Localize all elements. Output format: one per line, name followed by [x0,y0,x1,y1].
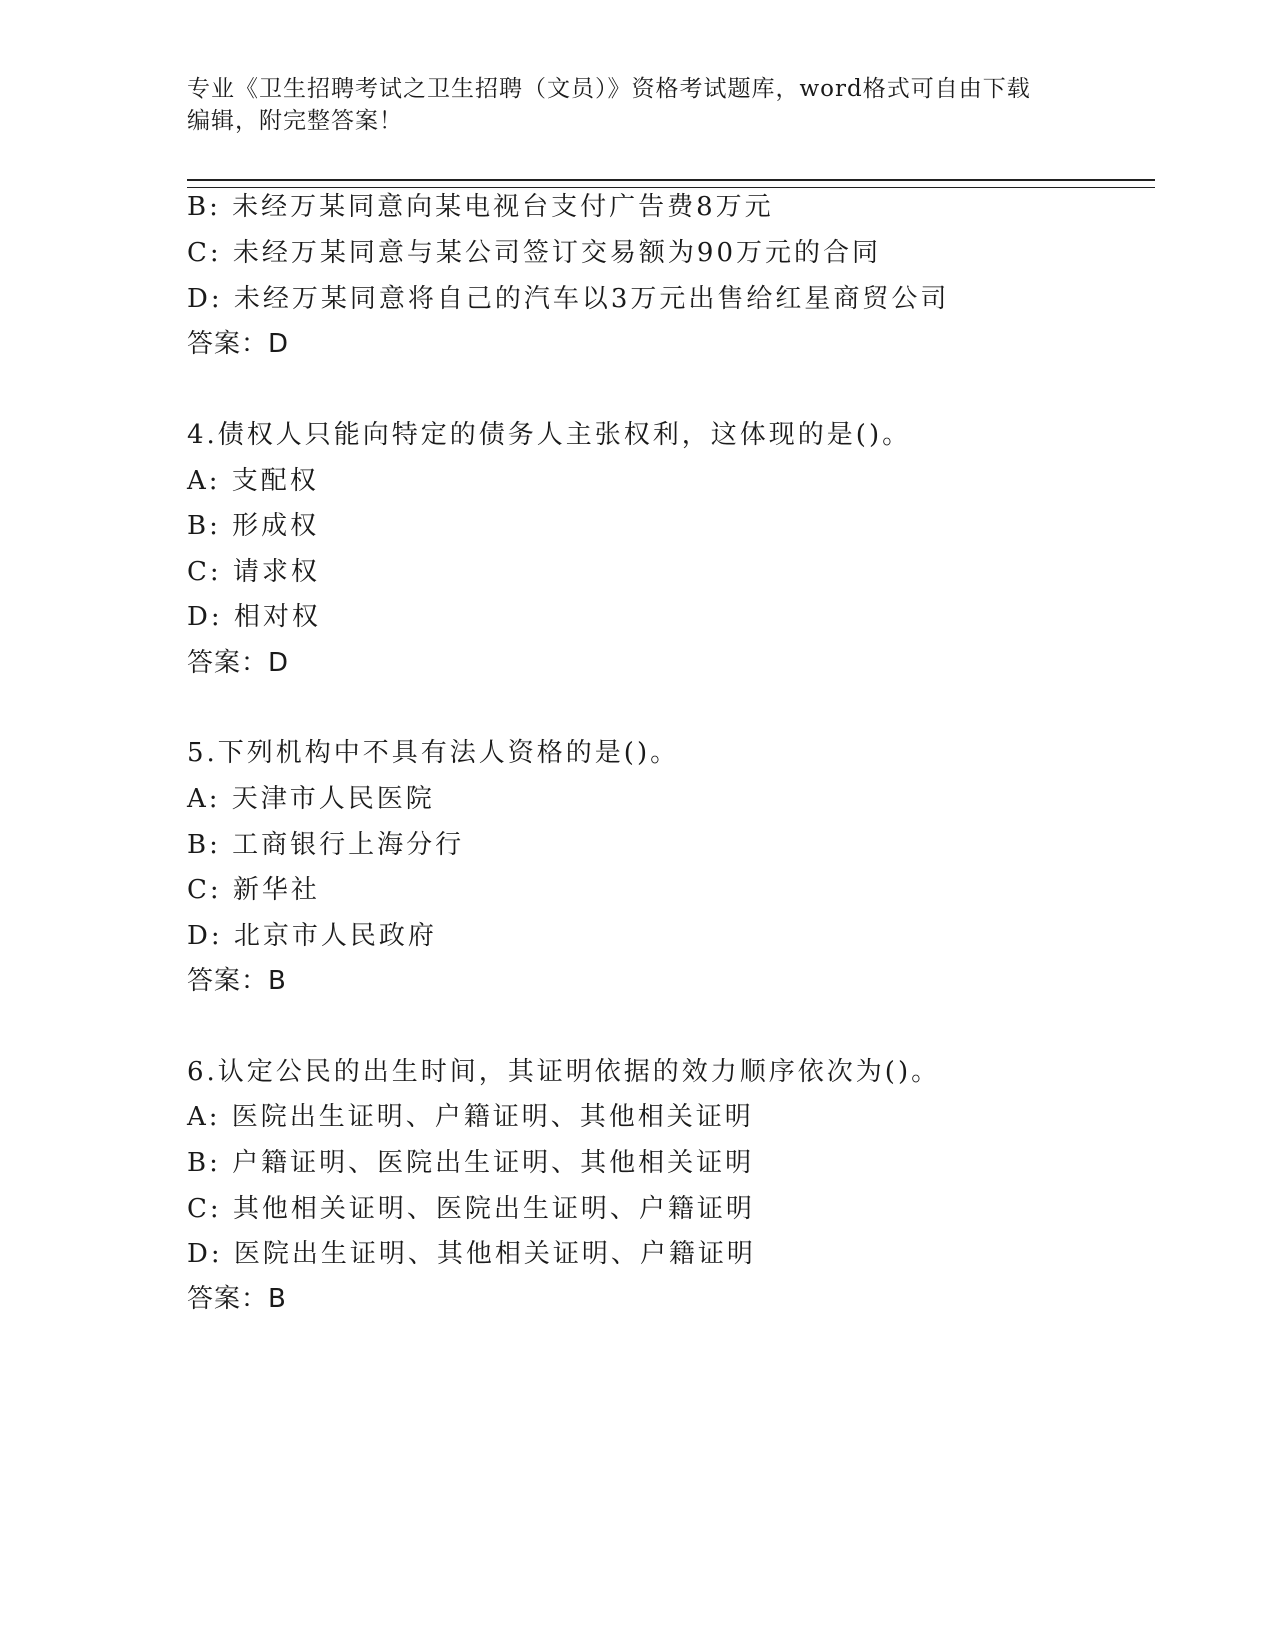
q5-answer: 答案：B [187,966,287,996]
q4-answer: 答案：D [187,648,290,678]
q6-option-a: A: 医院出生证明、户籍证明、其他相关证明 [187,1102,754,1132]
q5-option-c: C: 新华社 [187,875,320,905]
q5-option-a: A: 天津市人民医院 [187,784,435,814]
q4-question: 4.债权人只能向特定的债务人主张权利，这体现的是()。 [187,420,912,450]
q6-answer: 答案：B [187,1284,287,1314]
q3-answer: 答案：D [187,329,290,359]
q3-option-c: C: 未经万某同意与某公司签订交易额为90万元的合同 [187,238,882,268]
header-divider [187,179,1155,188]
q4-option-a: A: 支配权 [187,466,319,496]
q5-option-b: B: 工商银行上海分行 [187,830,465,860]
header-line-1: 专业《卫生招聘考试之卫生招聘（文员）》资格考试题库，word格式可自由下载 [187,76,1031,102]
q4-option-c: C: 请求权 [187,557,320,587]
header-line-2: 编辑，附完整答案！ [187,108,403,134]
q4-option-d: D: 相对权 [187,602,321,632]
q5-option-d: D: 北京市人民政府 [187,921,437,951]
q6-option-d: D: 医院出生证明、其他相关证明、户籍证明 [187,1239,756,1269]
q3-option-d: D: 未经万某同意将自己的汽车以3万元出售给红星商贸公司 [187,284,950,314]
q3-option-b: B: 未经万某同意向某电视台支付广告费8万元 [187,192,774,222]
q6-option-c: C: 其他相关证明、医院出生证明、户籍证明 [187,1194,755,1224]
document-header [187,73,1087,137]
q5-question: 5.下列机构中不具有法人资格的是()。 [187,738,680,768]
q6-question: 6.认定公民的出生时间，其证明依据的效力顺序依次为()。 [187,1057,941,1087]
q6-option-b: B: 户籍证明、医院出生证明、其他相关证明 [187,1148,755,1178]
q4-option-b: B: 形成权 [187,511,320,541]
